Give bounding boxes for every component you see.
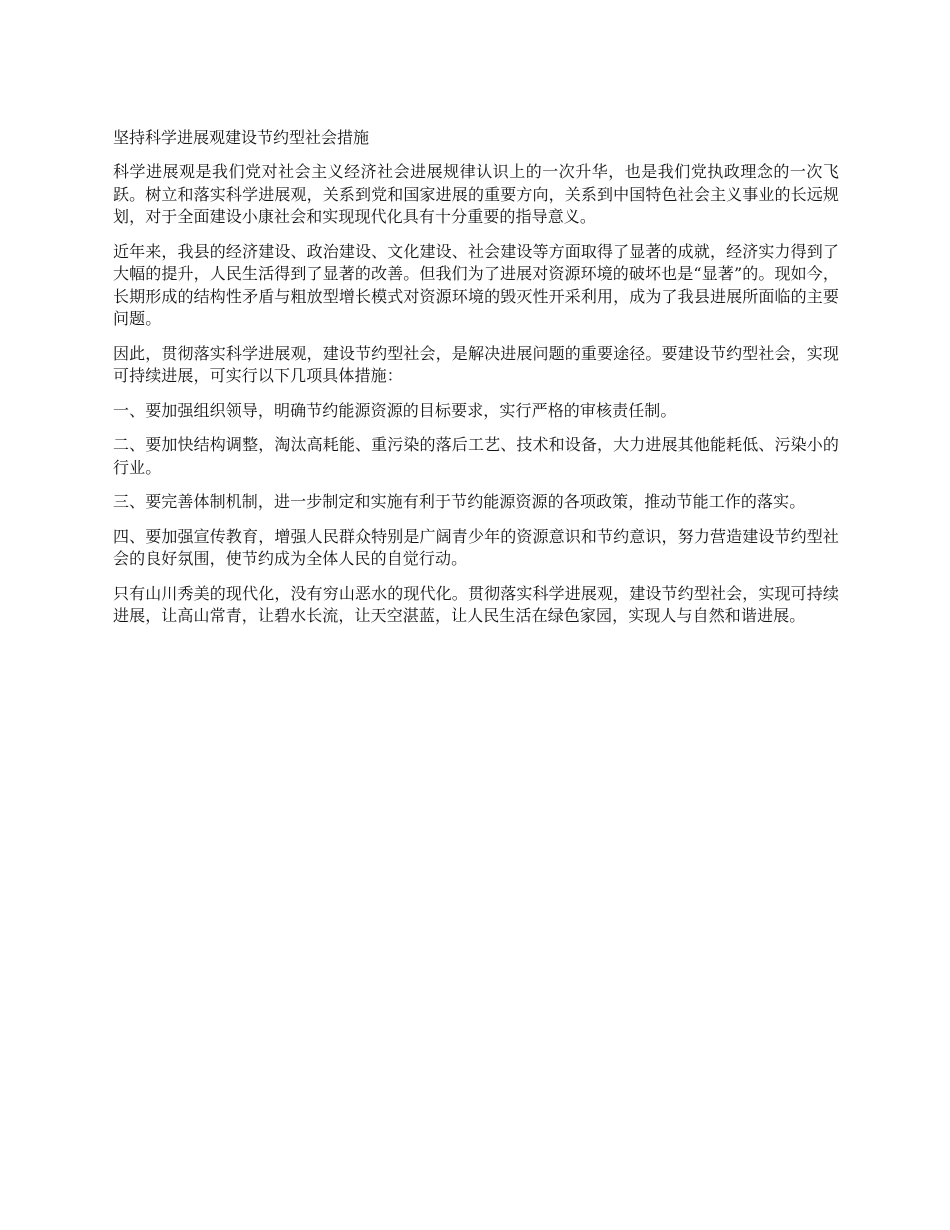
paragraph-background: 近年来，我县的经济建设、政治建设、文化建设、社会建设等方面取得了显著的成就，经济实力得到了大幅的提升，人民生活得到了显著的改善。但我们为了进展对资源环境的破坏也是“显著”的。现如今，长期形成的结构性矛盾与粗放型增长模式对资源环境的毁灭性开采利用，成为了我县进展所面临的主要问题。 xyxy=(113,241,839,328)
document-title: 坚持科学进展观建设节约型社会措施 xyxy=(113,128,370,147)
paragraph-measure-4: 四、要加强宣传教育，增强人民群众特别是广阔青少年的资源意识和节约意识，努力营造建设节约型社会的良好氛围，使节约成为全体人民的自觉行动。 xyxy=(113,526,839,568)
paragraph-measure-2: 二、要加快结构调整，淘汰高耗能、重污染的落后工艺、技术和设备，大力进展其他能耗低、污染小的行业。 xyxy=(113,435,839,477)
paragraph-measures-intro: 因此，贯彻落实科学进展观，建设节约型社会，是解决进展问题的重要途径。要建设节约型社会，实现可持续进展，可实行以下几项具体措施： xyxy=(113,343,839,385)
paragraph-measure-1: 一、要加强组织领导，明确节约能源资源的目标要求，实行严格的审核责任制。 xyxy=(113,400,677,420)
document-page xyxy=(113,127,839,640)
paragraph-intro: 科学进展观是我们党对社会主义经济社会进展规律认识上的一次升华，也是我们党执政理念的一次飞跃。树立和落实科学进展观，关系到党和国家进展的重要方向，关系到中国特色社会主义事业的长远规划，对于全面建设小康社会和实现现代化具有十分重要的指导意义。 xyxy=(113,162,839,226)
paragraph-conclusion: 只有山川秀美的现代化，没有穷山恶水的现代化。贯彻落实科学进展观，建设节约型社会，实现可持续进展，让高山常青，让碧水长流，让天空湛蓝，让人民生活在绿色家园，实现人与自然和谐进展。 xyxy=(113,583,839,625)
paragraph-measure-3: 三、要完善体制机制，进一步制定和实施有利于节约能源资源的各项政策，推动节能工作的落实。 xyxy=(113,492,806,511)
